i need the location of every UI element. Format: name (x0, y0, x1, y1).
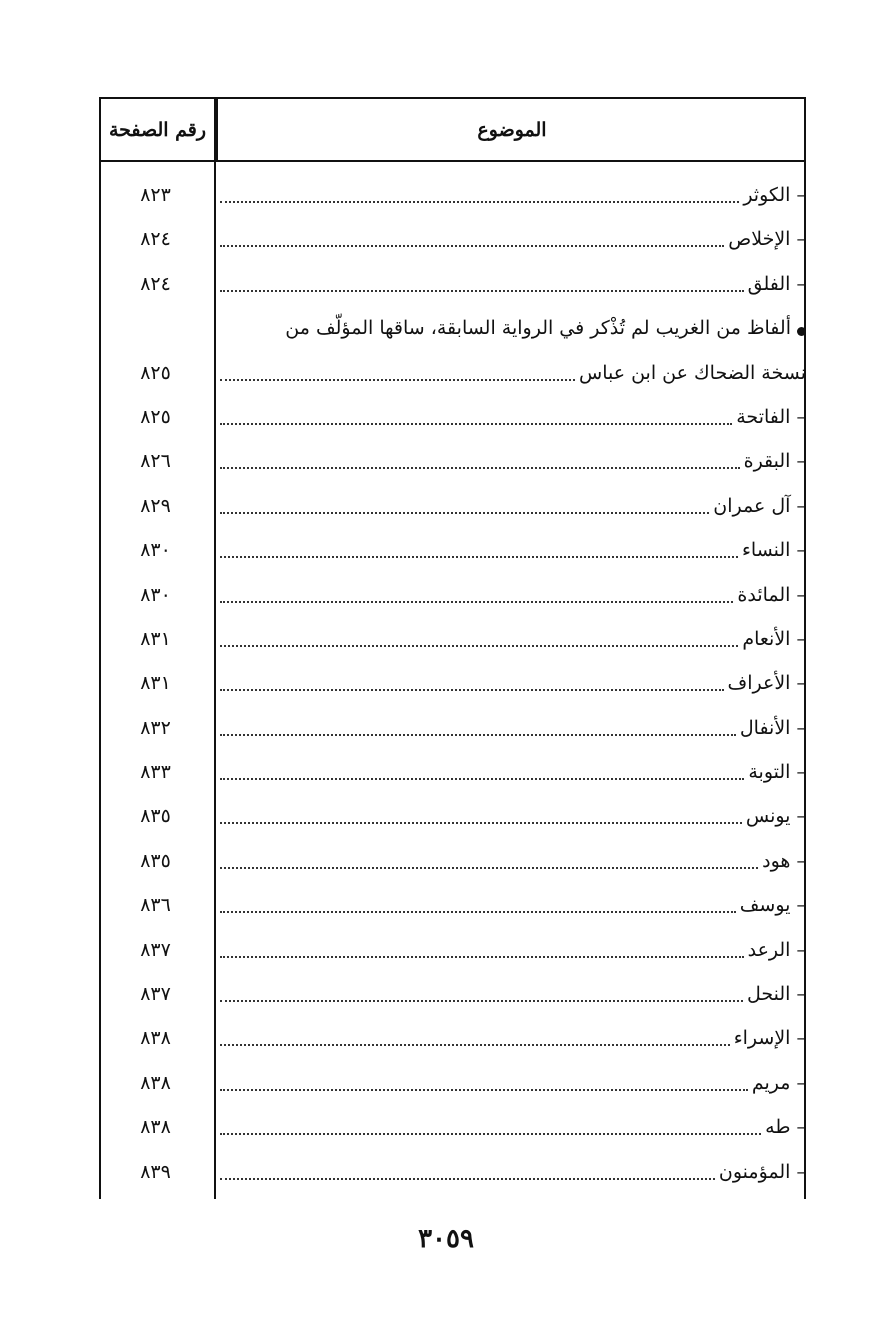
dot-leader (220, 201, 739, 203)
toc-entry (220, 1061, 806, 1101)
toc-entry (220, 528, 806, 568)
dot-leader (220, 556, 738, 558)
dot-leader (220, 423, 732, 425)
toc-entry-title: – الكوثر (743, 184, 806, 206)
dot-leader (220, 245, 724, 247)
toc-entry-title: – النساء (741, 539, 806, 562)
toc-row (99, 302, 806, 346)
toc-page-number: ٨٣٢ (140, 716, 171, 739)
toc-row (99, 790, 806, 834)
toc-row (99, 879, 806, 923)
toc-entry-title: – الإخلاص (728, 228, 806, 251)
toc-row (99, 835, 806, 879)
toc-page-number: ٨٢٣ (140, 184, 171, 206)
toc-page-number: ٨٣٠ (140, 539, 171, 562)
toc-page-number: ٨٣٣ (140, 761, 171, 784)
dot-leader (220, 822, 742, 824)
toc-page-number: ٨٣٥ (140, 805, 171, 828)
toc-entry-title: ألفاظ من الغريب لم تُذْكر في الرواية السابقة، ساقها المؤلّف من (285, 317, 791, 340)
toc-page-number: ٨٢٥ (140, 361, 171, 384)
toc-entry (220, 1105, 806, 1145)
toc-page-number: ٨٣١ (140, 627, 171, 650)
toc-page-number: ٨٢٤ (140, 272, 171, 295)
toc-entry-title: – هود (762, 849, 806, 872)
toc-page-number: ٨٢٦ (140, 450, 171, 473)
toc-entry (220, 706, 806, 746)
toc-entry-title: – المؤمنون (718, 1160, 806, 1183)
toc-row (99, 657, 806, 701)
toc-entry-title: – الإسراء (733, 1027, 806, 1050)
toc-row (99, 702, 806, 746)
toc-entry (220, 484, 806, 524)
toc-entry-title: – المائدة (737, 583, 806, 606)
dot-leader (220, 379, 575, 381)
dot-leader (220, 1044, 730, 1046)
toc-entry-title: – الأعراف (727, 672, 806, 695)
toc-entry-title: – مريم (751, 1071, 806, 1094)
toc-page-number: ٨٢٥ (140, 405, 171, 428)
dot-leader (220, 290, 744, 292)
toc-entry-title: – الفاتحة (736, 405, 806, 428)
dot-leader (220, 1178, 715, 1180)
toc-entry (220, 661, 806, 701)
toc-page-number: ٨٣٨ (140, 1071, 171, 1094)
toc-entry (220, 1150, 806, 1190)
dot-leader (220, 1000, 743, 1002)
toc-entry (220, 928, 806, 968)
toc-row (99, 524, 806, 568)
page-number: ٣٠٥٩ (418, 1224, 474, 1254)
toc-row (99, 1101, 806, 1145)
dot-leader (220, 734, 736, 736)
toc-row (99, 258, 806, 302)
table-header (99, 99, 806, 162)
toc-entry-title: – التوبة (748, 761, 806, 784)
toc-entry (220, 351, 806, 391)
dot-leader (220, 1089, 748, 1091)
toc-entry-title: – الرعد (747, 938, 806, 961)
toc-page-number: ٨٣١ (140, 672, 171, 695)
toc-row (99, 1057, 806, 1101)
page-column-header: رقم الصفحة (99, 99, 216, 160)
toc-entry (220, 173, 806, 213)
dot-leader (220, 645, 738, 647)
dot-leader (220, 956, 744, 958)
toc-row (99, 569, 806, 613)
toc-row (99, 391, 806, 435)
toc-entry (220, 395, 806, 435)
toc-entry (220, 617, 806, 657)
toc-page-number: ٨٢٤ (140, 228, 171, 251)
toc-row (99, 435, 806, 479)
toc-entry (220, 1016, 806, 1056)
toc-entry (220, 883, 806, 923)
toc-entry-title: – البقرة (743, 450, 806, 473)
dot-leader (220, 512, 709, 514)
dot-leader (220, 467, 740, 469)
dot-leader (220, 601, 733, 603)
toc-page-number: ٨٣٧ (140, 983, 171, 1006)
toc-page-number: ٨٢٩ (140, 494, 171, 517)
topic-column-header: الموضوع (216, 99, 806, 160)
toc-entry-title: – النحل (747, 983, 806, 1006)
toc-row (99, 480, 806, 524)
toc-entry (220, 839, 806, 879)
toc-row (99, 968, 806, 1012)
toc-page-number (99, 306, 212, 346)
toc-row (99, 347, 806, 391)
toc-page-number: ٨٣٠ (140, 583, 171, 606)
toc-entry (220, 217, 806, 257)
toc-entry-title: نسخة الضحاك عن ابن عباس (579, 361, 806, 384)
toc-entry (220, 750, 806, 790)
toc-entry-title: – آل عمران (713, 494, 806, 517)
table-of-contents (99, 97, 806, 1199)
toc-row (99, 213, 806, 257)
toc-entry-heading (220, 306, 806, 346)
toc-page-number: ٨٣٨ (140, 1116, 171, 1139)
toc-row (99, 1012, 806, 1056)
toc-entry-title: – يونس (745, 805, 806, 828)
toc-row (99, 924, 806, 968)
toc-entry (220, 573, 806, 613)
toc-entry-title: – يوسف (739, 894, 806, 917)
dot-leader (220, 778, 744, 780)
toc-row (99, 613, 806, 657)
toc-entry-title: – الأنعام (742, 627, 806, 650)
toc-row (99, 746, 806, 790)
toc-row (99, 1146, 806, 1190)
dot-leader (220, 911, 736, 913)
bullet-icon (797, 327, 806, 336)
toc-entry-title: – الأنفال (739, 716, 806, 739)
toc-page-number: ٨٣٧ (140, 938, 171, 961)
dot-leader (220, 1133, 761, 1135)
toc-entry-title: – الفلق (747, 272, 806, 295)
toc-entry-title: – طه (765, 1116, 806, 1139)
toc-page-number: ٨٣٦ (140, 894, 171, 917)
dot-leader (220, 867, 758, 869)
toc-entry (220, 262, 806, 302)
toc-entry (220, 439, 806, 479)
toc-page-number: ٨٣٨ (140, 1027, 171, 1050)
toc-entry (220, 794, 806, 834)
toc-rows (99, 169, 806, 1190)
toc-page-number: ٨٣٩ (140, 1160, 171, 1183)
toc-row (99, 169, 806, 213)
toc-page-number: ٨٣٥ (140, 849, 171, 872)
toc-entry (220, 972, 806, 1012)
dot-leader (220, 689, 724, 691)
